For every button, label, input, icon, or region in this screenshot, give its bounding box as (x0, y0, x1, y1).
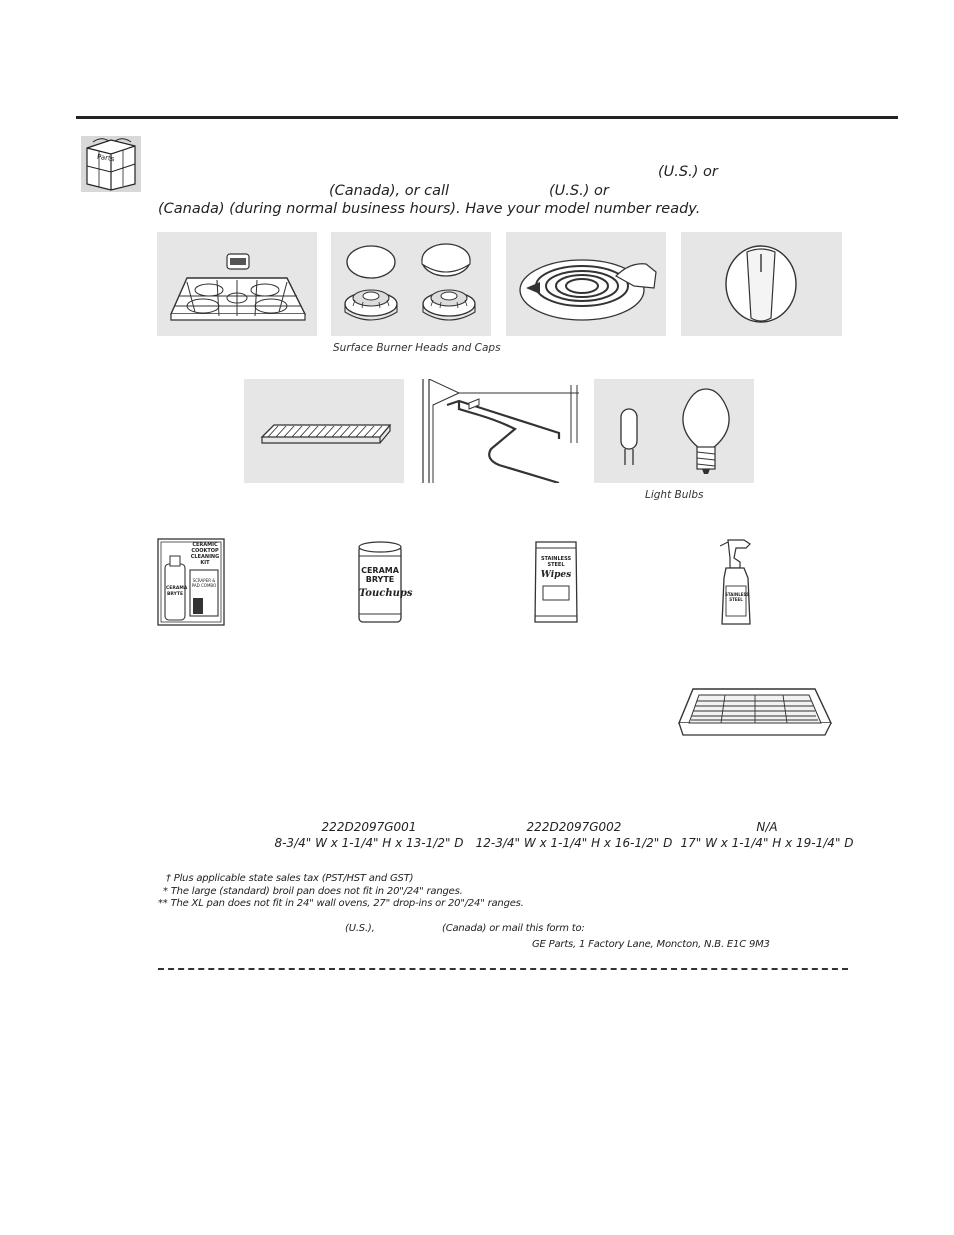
intro-line1-end: (U.S.) or (658, 164, 718, 180)
header-rule (76, 116, 898, 119)
touchups-script-text: Touchups (359, 588, 413, 599)
wipes-script-text: Wipes (540, 570, 572, 580)
tile-burner-heads-caps (331, 232, 491, 336)
broil-pan-xxl-part-number: N/A (756, 820, 778, 834)
order-canada-label: (Canada) or mail this form to: (442, 923, 585, 934)
oven-rack-icon (244, 379, 404, 483)
cut-line (158, 968, 848, 970)
parts-box-label: Parts (96, 152, 115, 164)
footnote-large-pan: * The large (standard) broil pan does not fit in 20"/24" ranges. (163, 886, 463, 897)
stainless-steel-wipes-icon (533, 538, 579, 626)
broiler-pan-icon (675, 683, 833, 739)
caption-light-bulbs: Light Bulbs (645, 489, 704, 501)
broil-pan-xl-dimensions: 12-3/4" W x 1-1/4" H x 16-1/2" D (475, 836, 673, 850)
broil-pan-large-part-number: 222D2097G001 (321, 820, 417, 834)
broil-pan-xl-part-number: 222D2097G002 (526, 820, 622, 834)
order-us-label: (U.S.), (345, 923, 375, 934)
spray-package-text: STAINLESS STEEL (725, 592, 750, 602)
oven-bake-element-icon (419, 379, 579, 483)
footnote-tax: † Plus applicable state sales tax (PST/HST and GST) (166, 873, 414, 884)
tile-light-bulbs (594, 379, 754, 483)
burner-heads-caps-icon (331, 232, 491, 336)
intro-line2-a: (Canada), or call (329, 183, 450, 199)
light-bulbs-icon (594, 379, 754, 483)
parts-box-icon (81, 136, 141, 192)
tile-cooktop-grates (157, 232, 317, 336)
tile-oven-rack (244, 379, 404, 483)
footnote-xl-pan: ** The XL pan does not fit in 24" wall ovens, 27" drop-ins or 20"/24" ranges. (158, 898, 524, 909)
order-address: GE Parts, 1 Factory Lane, Moncton, N.B. E1C 9M3 (532, 939, 770, 950)
caption-burner-heads-caps: Surface Burner Heads and Caps (333, 342, 501, 354)
tile-oven-bake-element (419, 379, 579, 483)
tile-coil-element (506, 232, 666, 336)
cerama-bryte-touchups-icon (357, 540, 413, 626)
cooktop-grates-icon (157, 232, 317, 336)
touchups-brand-text: CERAMA BRYTE (361, 566, 399, 584)
kit-pad-text: SCRAPER & PAD COMBO (191, 578, 217, 588)
broil-pan-large-dimensions: 8-3/4" W x 1-1/4" H x 13-1/2" D (274, 836, 464, 850)
broil-pan-xxl-dimensions: 17" W x 1-1/4" H x 19-1/4" D (680, 836, 854, 850)
intro-line2-b: (U.S.) or (549, 183, 609, 199)
stainless-steel-spray-icon (716, 538, 754, 626)
tile-control-knob (681, 232, 842, 336)
wipes-package-text: STAINLESS STEEL (540, 556, 572, 568)
kit-package-text: CERAMIC COOKTOP CLEANING KIT (190, 542, 220, 566)
intro-line3: (Canada) (during normal business hours). Have your model number ready. (158, 201, 701, 217)
control-knob-icon (681, 232, 842, 336)
ceramic-cooktop-cleaning-kit-icon (157, 538, 225, 626)
kit-bottle-text: CERAMA BRYTE (166, 586, 188, 597)
coil-element-drip-pan-icon (506, 232, 666, 336)
